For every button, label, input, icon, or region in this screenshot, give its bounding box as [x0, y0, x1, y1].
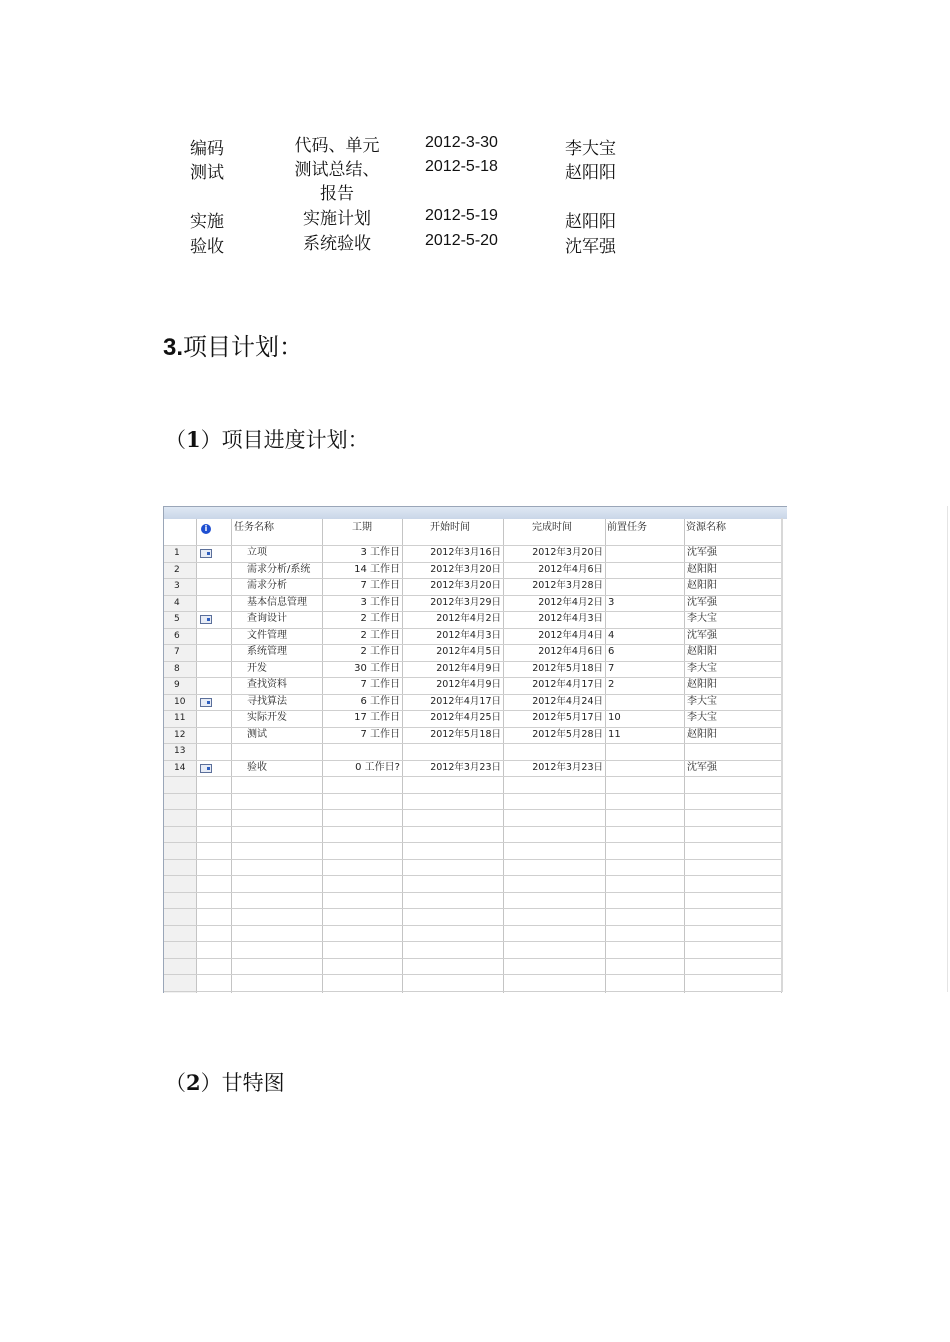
task-duration: 6 工作日: [360, 695, 400, 707]
row-id: 2: [174, 564, 180, 575]
phase-task: 系统验收: [303, 234, 371, 254]
task-resource: 李大宝: [687, 712, 717, 723]
task-duration: 2 工作日: [360, 613, 400, 624]
paren-open: （: [165, 428, 186, 452]
phase-date: 2012-3-30: [425, 134, 498, 151]
task-predecessor: 6: [608, 646, 615, 657]
task-name: 需求分析: [247, 580, 287, 591]
task-duration: 17 工作日: [354, 712, 400, 723]
section-title: 项目计划：: [183, 333, 304, 361]
phase-task: 实施计划: [303, 209, 371, 229]
grid-column-line: [402, 519, 403, 993]
header-duration[interactable]: 工期: [352, 522, 372, 533]
phase-date: 2012-5-19: [425, 207, 498, 224]
paren-close: ）: [200, 1071, 222, 1095]
row-id: 9: [174, 680, 180, 690]
grid-row-line: [164, 974, 781, 975]
task-duration: 3 工作日: [360, 547, 400, 558]
task-finish: 2012年4月3日: [538, 613, 603, 624]
task-start: 2012年4月5日: [436, 646, 501, 657]
grid-title-bar: [164, 507, 787, 519]
task-start: 2012年4月17日: [430, 695, 501, 707]
task-start: 2012年3月20日: [430, 563, 501, 575]
task-resource: 沈军强: [687, 596, 717, 608]
task-name: 实际开发: [247, 712, 287, 723]
row-id: 14: [174, 762, 186, 773]
task-duration: [324, 743, 400, 759]
task-start: 2012年4月9日: [436, 679, 501, 690]
header-predecessors[interactable]: 前置任务: [607, 522, 647, 533]
row-id: 3: [174, 581, 180, 591]
subheading-number: 2: [186, 1070, 201, 1095]
row-id: 7: [174, 647, 180, 657]
grid-row-line: [164, 859, 781, 860]
task-duration: 7 工作日: [360, 580, 400, 591]
project-task-grid: [163, 506, 787, 993]
phase-owner: 李大宝: [565, 139, 616, 159]
task-finish: 2012年3月28日: [532, 580, 603, 591]
grid-row-line: [164, 875, 781, 876]
task-note-icon[interactable]: [200, 549, 212, 558]
subheading-gantt: [165, 1067, 285, 1097]
grid-right-edge: [781, 518, 783, 992]
grid-column-line: [322, 519, 323, 993]
task-resource: 沈军强: [687, 761, 717, 773]
grid-row-line: [164, 892, 781, 893]
section-heading: [163, 327, 303, 362]
subheading-title: 甘特图: [221, 1071, 285, 1095]
subheading-schedule: [165, 424, 369, 454]
task-finish: 2012年5月28日: [532, 728, 603, 740]
row-id: 4: [174, 597, 180, 608]
task-name: 查找资料: [247, 679, 287, 690]
task-name: 文件管理: [247, 629, 287, 641]
info-icon: i: [201, 524, 211, 534]
task-finish: 2012年3月20日: [532, 547, 603, 558]
subheading-number: 1: [186, 427, 201, 452]
phase-name: 实施: [190, 212, 224, 232]
task-name: 寻找算法: [247, 695, 287, 707]
row-id: 11: [174, 713, 186, 723]
task-name: 测试: [247, 728, 267, 740]
header-finish[interactable]: 完成时间: [532, 522, 572, 533]
task-finish: 2012年3月23日: [532, 761, 603, 773]
task-predecessor: 7: [608, 662, 615, 674]
task-name: 基本信息管理: [247, 596, 307, 608]
row-id: 10: [174, 696, 186, 707]
row-id: 5: [174, 614, 180, 624]
task-predecessor: 3: [608, 596, 615, 608]
grid-column-line: [231, 519, 232, 993]
header-task-name[interactable]: 任务名称: [234, 522, 274, 533]
phase-row: [0, 232, 950, 256]
task-resource: 李大宝: [687, 695, 717, 707]
phase-owner: 赵阳阳: [565, 212, 616, 232]
task-start: 2012年4月3日: [436, 629, 501, 641]
task-note-icon[interactable]: [200, 698, 212, 707]
task-resource: 李大宝: [687, 662, 717, 674]
task-finish: 2012年4月2日: [538, 596, 603, 608]
phase-owner: 沈军强: [565, 237, 616, 257]
task-predecessor: 4: [608, 629, 615, 641]
row-id: 12: [174, 729, 186, 740]
phase-name: 验收: [190, 237, 224, 257]
grid-row-line: [164, 941, 781, 942]
task-name: 验收: [247, 761, 267, 773]
task-name: 查询设计: [247, 613, 287, 624]
task-duration: 2 工作日: [360, 629, 400, 641]
task-resource: 赵阳阳: [687, 646, 717, 657]
grid-column-line: [196, 519, 197, 993]
task-name: 开发: [247, 662, 267, 674]
task-duration: 7 工作日: [360, 679, 400, 690]
grid-row-line: [164, 809, 781, 810]
phase-owner: 赵阳阳: [565, 163, 616, 183]
task-predecessor: 10: [608, 712, 621, 723]
task-note-icon[interactable]: [200, 764, 212, 773]
phase-task: 测试总结、 报告: [294, 160, 380, 204]
phase-row: [0, 158, 950, 204]
task-finish: 2012年4月6日: [538, 563, 603, 575]
task-duration: 7 工作日: [360, 728, 400, 740]
paren-close: ）: [200, 428, 222, 452]
grid-row-line: [164, 958, 781, 959]
grid-row-line: [164, 826, 781, 827]
grid-column-line: [503, 519, 504, 993]
task-name: 系统管理: [247, 646, 287, 657]
phase-row: [0, 207, 950, 231]
task-finish: 2012年4月4日: [538, 629, 603, 641]
phase-date: 2012-5-20: [425, 232, 498, 249]
grid-row-line: [164, 776, 781, 777]
task-start: 2012年5月18日: [430, 728, 501, 740]
task-resource: 李大宝: [687, 613, 717, 624]
task-finish: 2012年4月17日: [532, 679, 603, 690]
task-duration: 3 工作日: [360, 596, 400, 608]
phase-row: [0, 134, 950, 158]
grid-row-line: [164, 908, 781, 909]
task-resource: 沈军强: [687, 629, 717, 641]
phase-date: 2012-5-18: [425, 158, 498, 175]
task-resource: 赵阳阳: [687, 563, 717, 575]
header-resource[interactable]: 资源名称: [686, 522, 726, 533]
grid-column-line: [684, 519, 685, 993]
task-finish: 2012年5月18日: [532, 662, 603, 674]
task-duration: 14 工作日: [354, 563, 400, 575]
phase-name: 编码: [190, 139, 224, 159]
task-start: 2012年4月25日: [430, 712, 501, 723]
section-number: 3.: [163, 334, 184, 361]
grid-row-line: [164, 842, 781, 843]
paren-open: （: [165, 1071, 186, 1095]
grid-row-line: [164, 793, 781, 794]
task-resource: 赵阳阳: [687, 580, 717, 591]
page-edge: [947, 506, 948, 992]
task-name: 需求分析/系统: [247, 563, 311, 575]
task-name: 立项: [247, 547, 267, 558]
task-resource: 赵阳阳: [687, 728, 717, 740]
grid-row-line: [164, 991, 781, 992]
row-id: 13: [174, 746, 186, 756]
task-finish: 2012年4月24日: [532, 695, 603, 707]
task-duration: 30 工作日: [354, 662, 400, 674]
phase-name: 测试: [190, 163, 224, 183]
task-finish: [505, 743, 603, 759]
task-start: 2012年4月2日: [436, 613, 501, 624]
row-id: 8: [174, 663, 180, 674]
grid-column-line: [605, 519, 606, 993]
phase-task: 代码、单元: [294, 136, 380, 156]
subheading-title: 项目进度计划：: [221, 428, 369, 452]
task-start: 2012年4月9日: [436, 662, 501, 674]
task-resource: 赵阳阳: [687, 679, 717, 690]
task-start: [404, 743, 501, 759]
task-predecessor: 2: [608, 679, 615, 690]
task-note-icon[interactable]: [200, 615, 212, 624]
task-finish: 2012年5月17日: [532, 712, 603, 723]
task-start: 2012年3月16日: [430, 547, 501, 558]
task-finish: 2012年4月6日: [538, 646, 603, 657]
row-id: 1: [174, 548, 180, 558]
task-duration: 0 工作日?: [355, 761, 400, 773]
task-duration: 2 工作日: [360, 646, 400, 657]
header-start[interactable]: 开始时间: [430, 522, 470, 533]
task-start: 2012年3月23日: [430, 761, 501, 773]
task-start: 2012年3月29日: [430, 596, 501, 608]
grid-row-line: [164, 925, 781, 926]
task-resource: 沈军强: [687, 547, 717, 558]
task-start: 2012年3月20日: [430, 580, 501, 591]
task-predecessor: 11: [608, 728, 621, 740]
row-id: 6: [174, 630, 180, 641]
